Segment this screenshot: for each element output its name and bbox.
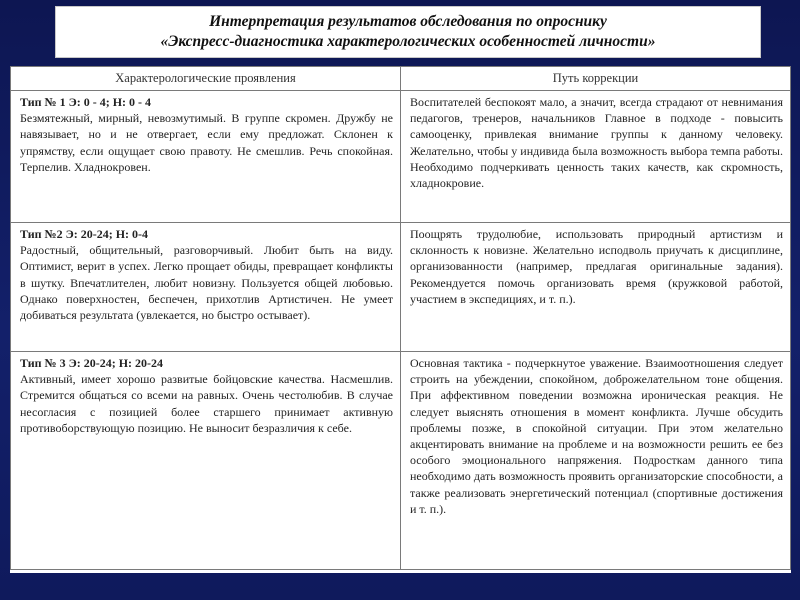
column-header-correction: Путь коррекции [401,67,791,91]
table-row [11,91,791,223]
correction-cell: Воспитателей беспокоят мало, а значит, всегда страдают от невнимания педагогов, тренеров, начальников Главное в подходе - повысить самооценку, привлекая внимание группы к данному человеку. Желательно, чтобы у индивида была возможность выбора темпа работы. Необходимо подчеркивать ценность таких качеств, как скромность, хладнокровие. [401,91,791,223]
manifestations-cell [11,223,401,352]
manifestations-cell [11,91,401,223]
interpretation-table [10,66,791,573]
table-header-row [11,67,791,91]
table [10,66,791,570]
type-label: Тип №2 Э: 20-24; Н: 0-4 [20,227,149,241]
correction-cell: Основная тактика - подчеркнутое уважение. Взаимоотношения следует строить на убеждении, спокойном, доброжелательном тоне общения. При аффективном поведении возможна ироническая реакция. Не следует выяснять отношения в момент конфликта. Лучше обсудить проблемы позже, в спокойной ситуации. При этом желательно акцентировать внимание на проблеме и на возможности решить ее без особого эмоционального напряжения. Подросткам данного типа необходимо дать возможность проявить организаторские способности, а также реализовать энергетический потенциал (спортивные достижения и т. п.). [401,352,791,570]
title-line-2: «Экспресс-диагностика характерологических особенностей личности» [160,33,656,50]
table-row [11,352,791,570]
column-header-manifestations: Характерологические проявления [11,67,401,91]
type-label: Тип № 3 Э: 20-24; Н: 20-24 [20,356,164,370]
type-description: Радостный, общительный, разговорчивый. Любит быть на виду. Оптимист, верит в успех. Легко прощает обиды, превращает конфликты в шутку. Впечатлителен, любит новизну. Пользуется общей любовью. Однако поверхностен, беспечен, прихотлив Артистичен. Не умеет добиваться результата (увлекается, но быстро остывает). [20,243,393,323]
type-description: Активный, имеет хорошо развитые бойцовские качества. Насмешлив. Стремится общаться со всеми на равных. Очень честолюбив. В случае несогласия с позицией более старшего принимает активную противоборствующую позицию. Не выносит безразличия к себе. [20,372,393,435]
manifestations-cell [11,352,401,570]
correction-cell: Поощрять трудолюбие, использовать природный артистизм и склонность к новизне. Желательно исподволь приучать к дисциплине, организованности (например, предлагая оригинальные задания). Рекомендуется помочь организовать время (кружковой работой, участием в экспедициях, и т. п.). [401,223,791,352]
table-row [11,223,791,352]
type-label: Тип № 1 Э: 0 - 4; Н: 0 - 4 [20,95,152,109]
title-line-1: Интерпретация результатов обследования по опроснику [209,13,607,30]
type-description: Безмятежный, мирный, невозмутимый. В группе скромен. Дружбу не навязывает, но и не отвергает, если ему предложат. Склонен к упрямству, если ощущает свою правоту. Не смешлив. Речь спокойная. Терпелив. Хладнокровен. [20,111,393,174]
slide-title-box [55,6,761,58]
